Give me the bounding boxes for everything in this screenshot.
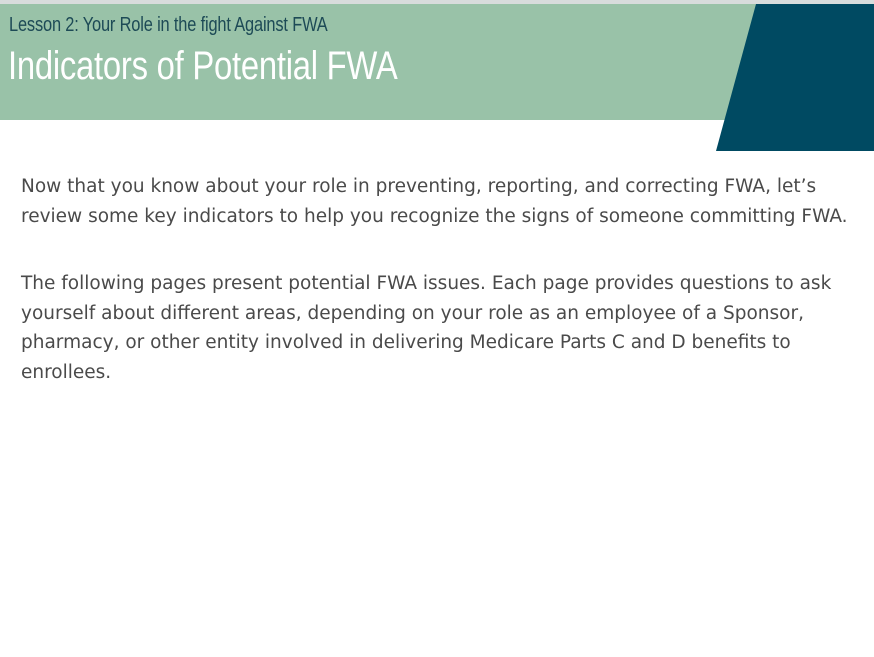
intro-paragraph: Now that you know about your role in preventing, reporting, and correcting FWA, let’s review some key indicators to help you recognize the signs of someone committing FWA. (21, 176, 848, 227)
lesson-body (21, 172, 851, 425)
details-paragraph: The following pages present potential FWA issues. Each page provides questions to ask yourself about different areas, depending on your role as an employee of a Sponsor, pharmacy, or other entity involved in delivering Medicare Parts C and D benefits to enrollees. (21, 273, 832, 383)
page-title: Indicators of Potential FWA (8, 44, 398, 88)
lesson-label: Lesson 2: Your Role in the fight Against FWA (9, 14, 328, 36)
